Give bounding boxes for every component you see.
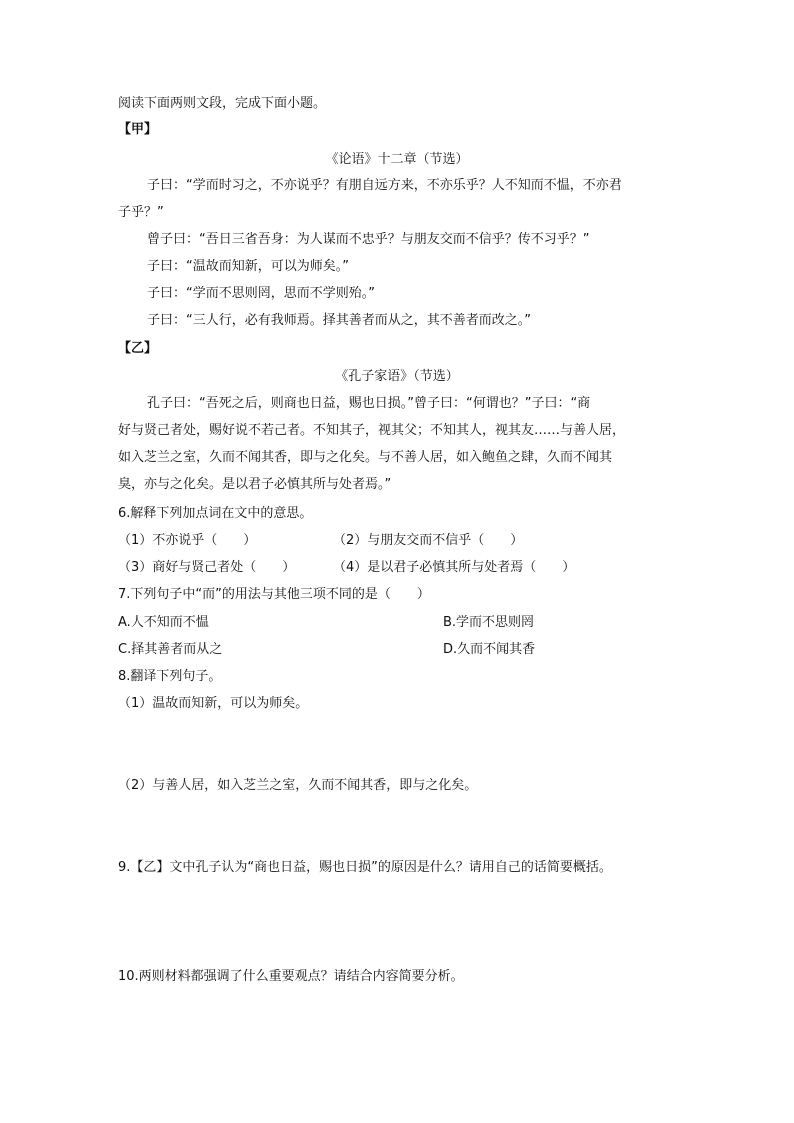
question-6-item: （4）是以君子必慎其所与处者焉（ ） (333, 560, 576, 575)
section-a-line: 子曰：“学而不思则罔，思而不学则殆。” (147, 286, 375, 301)
question-9: 9.【乙】文中孔子认为“商也日益，赐也日损”的原因是什么？请用自己的话简要概括。 (118, 860, 612, 875)
section-b-line: 孔子曰：“吾死之后，则商也日益，赐也日损。”曾子曰：“何谓也？”子曰：“商 (147, 396, 591, 411)
section-a-title: 《论语》十二章（节选） (325, 152, 469, 167)
question-8-sentence-2: （2）与善人居，如入芝兰之室，久而不闻其香，即与之化矣。 (118, 778, 478, 793)
section-b-line: 好与贤己者处，赐好说不若己者。不知其子，视其父；不知其人，视其友……与善人居， (118, 423, 626, 438)
section-b-line: 如入芝兰之室，久而不闻其香，即与之化矣。与不善人居，如入鲍鱼之肆，久而不闻其 (118, 450, 613, 465)
section-a-line: 曾子曰：“吾日三省吾身：为人谋而不忠乎？与朋友交而不信乎？传不习乎？” (147, 232, 590, 247)
section-b-label: 【乙】 (118, 341, 158, 356)
question-6-item: （2）与朋友交而不信乎（ ） (333, 533, 524, 548)
question-7-option-c: C.择其善者而从之 (118, 642, 223, 657)
question-7-option-a: A.人不知而不愠 (118, 615, 209, 630)
question-7-option-d: D.久而不闻其香 (443, 642, 536, 657)
question-10: 10.两则材料都强调了什么重要观点？请结合内容简要分析。 (118, 969, 464, 984)
question-6-stem: 6.解释下列加点词在文中的意思。 (118, 506, 313, 521)
intro-text: 阅读下面两则文段，完成下面小题。 (118, 96, 327, 111)
section-b-title: 《孔子家语》（节选） (335, 369, 459, 384)
question-7-option-b: B.学而不思则罔 (443, 615, 535, 630)
section-a-line: 子乎？” (118, 205, 164, 220)
question-6-item: （3）商好与贤己者处（ ） (118, 560, 296, 575)
question-7-stem: 7.下列句子中“而”的用法与其他三项不同的是（ ） (118, 587, 430, 602)
question-6-item: （1）不亦说乎（ ） (118, 533, 257, 548)
section-a-label: 【甲】 (118, 122, 158, 137)
question-8-stem: 8.翻译下列句子。 (118, 669, 222, 684)
section-b-line: 臭，亦与之化矣。是以君子必慎其所与处者焉。” (118, 477, 392, 492)
section-a-line: 子曰：“温故而知新，可以为师矣。” (147, 259, 349, 274)
section-a-line: 子曰：“三人行，必有我师焉。择其善者而从之，其不善者而改之。” (147, 313, 531, 328)
question-8-sentence-1: （1）温故而知新，可以为师矣。 (118, 696, 309, 711)
section-a-line: 子曰：“学而时习之，不亦说乎？有朋自远方来，不亦乐乎？人不知而不愠，不亦君 (147, 178, 622, 193)
